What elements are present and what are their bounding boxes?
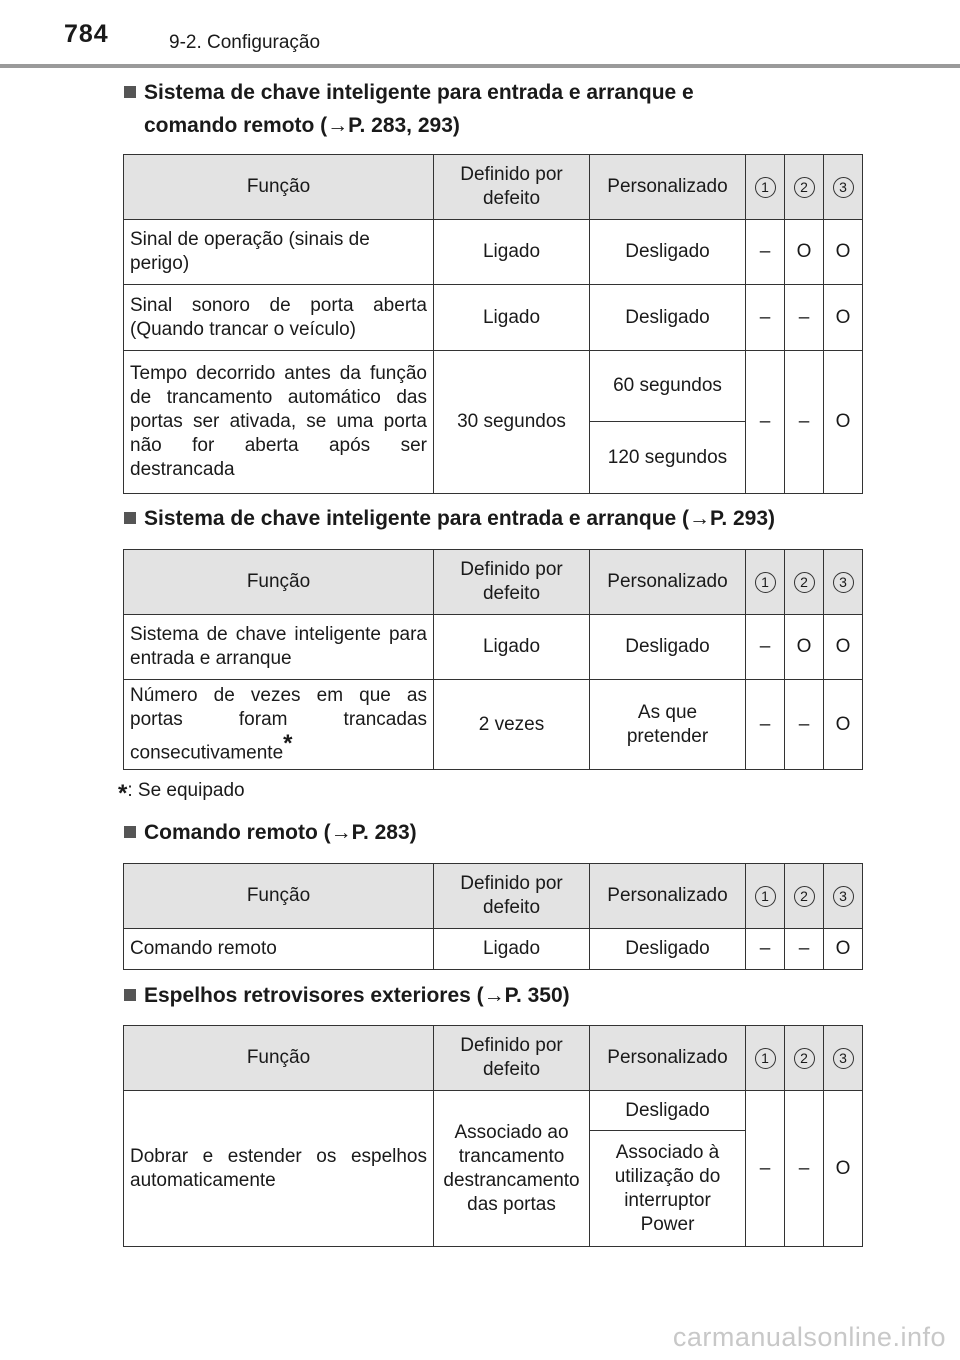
function-cell: Sinal de operação (sinais de perigo) xyxy=(124,220,434,285)
custom-cell: Desligado xyxy=(590,929,746,970)
custom-cell: Associado à utilização do interruptor Power xyxy=(590,1131,746,1247)
header-default: Definido por defeito xyxy=(434,550,590,615)
header-col-2 xyxy=(785,1026,824,1091)
function-cell: Sistema de chave inteligente para entrada e arranque xyxy=(124,615,434,680)
col-1-cell: – xyxy=(746,929,785,970)
default-cell: Associado ao trancamento destrancamento das portas xyxy=(434,1091,590,1247)
page-header xyxy=(0,0,960,68)
function-cell: Tempo decorrido antes da função de trancamento automático das portas ser ativada, se uma porta não for aberta após ser destrancada xyxy=(124,351,434,494)
col-1-cell: – xyxy=(746,351,785,494)
col-3-cell: O xyxy=(824,680,863,770)
header-col-2 xyxy=(785,550,824,615)
header-col-1 xyxy=(746,864,785,929)
header-default: Definido por defeito xyxy=(434,1026,590,1091)
circled-3-icon: 3 xyxy=(833,572,854,593)
table-row xyxy=(124,929,863,970)
heading-text: Espelhos retrovisores exteriores (→P. 350) xyxy=(144,984,570,1007)
col-3-cell: O xyxy=(824,351,863,494)
col-1-cell: – xyxy=(746,1091,785,1247)
col-2-cell: – xyxy=(785,285,824,351)
header-function: Função xyxy=(124,550,434,615)
table-row xyxy=(124,615,863,680)
section-heading-smart-key xyxy=(124,502,862,535)
custom-cell: Desligado xyxy=(590,1091,746,1131)
header-col-3 xyxy=(824,864,863,929)
table-row xyxy=(124,680,863,770)
settings-table-mirrors xyxy=(123,1025,863,1247)
col-2-cell: – xyxy=(785,1091,824,1247)
col-1-cell: – xyxy=(746,680,785,770)
custom-cell: Desligado xyxy=(590,285,746,351)
header-col-2 xyxy=(785,155,824,220)
custom-cell: 120 segundos xyxy=(590,422,746,494)
default-cell: 2 vezes xyxy=(434,680,590,770)
footnote xyxy=(118,780,245,808)
table-row xyxy=(124,351,863,422)
heading-line-2: comando remoto (→P. 283, 293) xyxy=(144,114,460,137)
function-cell xyxy=(124,680,434,770)
col-2-cell: O xyxy=(785,220,824,285)
header-col-2 xyxy=(785,864,824,929)
header-custom: Personalizado xyxy=(590,550,746,615)
col-2-cell: – xyxy=(785,929,824,970)
header-default: Definido por defeito xyxy=(434,864,590,929)
col-3-cell: O xyxy=(824,929,863,970)
settings-table-smart-key-remote xyxy=(123,154,863,494)
header-col-1 xyxy=(746,550,785,615)
heading-line-1: Sistema de chave inteligente para entrada e arranque e xyxy=(144,81,694,104)
col-3-cell: O xyxy=(824,220,863,285)
col-3-cell: O xyxy=(824,615,863,680)
table-header-row xyxy=(124,864,863,929)
header-col-3 xyxy=(824,550,863,615)
col-1-cell: – xyxy=(746,615,785,680)
function-cell: Comando remoto xyxy=(124,929,434,970)
circled-1-icon: 1 xyxy=(755,1048,776,1069)
circled-3-icon: 3 xyxy=(833,1048,854,1069)
square-bullet-icon xyxy=(124,86,136,98)
settings-table-remote xyxy=(123,863,863,970)
default-cell: Ligado xyxy=(434,220,590,285)
footnote-star: * xyxy=(118,780,128,807)
section-heading-remote xyxy=(124,816,862,849)
section-heading-mirrors xyxy=(124,979,862,1012)
custom-cell: Desligado xyxy=(590,615,746,680)
default-cell: 30 segundos xyxy=(434,351,590,494)
header-col-3 xyxy=(824,155,863,220)
circled-2-icon: 2 xyxy=(794,1048,815,1069)
header-function: Função xyxy=(124,1026,434,1091)
table-row xyxy=(124,220,863,285)
col-2-cell: – xyxy=(785,351,824,494)
circled-1-icon: 1 xyxy=(755,177,776,198)
table-row xyxy=(124,1091,863,1131)
header-col-1 xyxy=(746,1026,785,1091)
col-2-cell: O xyxy=(785,615,824,680)
circled-3-icon: 3 xyxy=(833,177,854,198)
col-1-cell: – xyxy=(746,220,785,285)
header-function: Função xyxy=(124,155,434,220)
footnote-star: * xyxy=(283,729,293,757)
circled-1-icon: 1 xyxy=(755,572,776,593)
header-function: Função xyxy=(124,864,434,929)
square-bullet-icon xyxy=(124,989,136,1001)
table-header-row xyxy=(124,1026,863,1091)
square-bullet-icon xyxy=(124,512,136,524)
section-title: 9-2. Configuração xyxy=(169,32,321,53)
custom-cell: As que pretender xyxy=(590,680,746,770)
circled-2-icon: 2 xyxy=(794,177,815,198)
square-bullet-icon xyxy=(124,826,136,838)
default-cell: Ligado xyxy=(434,285,590,351)
circled-2-icon: 2 xyxy=(794,572,815,593)
settings-table-smart-key xyxy=(123,549,863,770)
function-cell: Sinal sonoro de porta aberta (Quando trancar o veículo) xyxy=(124,285,434,351)
col-1-cell: – xyxy=(746,285,785,351)
circled-2-icon: 2 xyxy=(794,886,815,907)
col-3-cell: O xyxy=(824,285,863,351)
header-rule xyxy=(0,64,960,68)
circled-1-icon: 1 xyxy=(755,886,776,907)
table-header-row xyxy=(124,155,863,220)
heading-text: Sistema de chave inteligente para entrada e arranque (→P. 293) xyxy=(144,507,776,530)
table-header-row xyxy=(124,550,863,615)
table-row xyxy=(124,285,863,351)
header-custom: Personalizado xyxy=(590,864,746,929)
header-col-3 xyxy=(824,1026,863,1091)
function-cell: Dobrar e estender os espelhos automaticamente xyxy=(124,1091,434,1247)
header-default: Definido por defeito xyxy=(434,155,590,220)
header-col-1 xyxy=(746,155,785,220)
header-custom: Personalizado xyxy=(590,1026,746,1091)
default-cell: Ligado xyxy=(434,615,590,680)
custom-cell: 60 segundos xyxy=(590,351,746,422)
section-heading-smart-key-remote xyxy=(124,76,862,142)
header-custom: Personalizado xyxy=(590,155,746,220)
custom-cell: Desligado xyxy=(590,220,746,285)
circled-3-icon: 3 xyxy=(833,886,854,907)
footnote-text: : Se equipado xyxy=(127,780,245,801)
page-number: 784 xyxy=(64,20,109,48)
col-3-cell: O xyxy=(824,1091,863,1247)
heading-text: Comando remoto (→P. 283) xyxy=(144,821,417,844)
watermark: carmanualsonline.info xyxy=(672,1322,946,1352)
col-2-cell: – xyxy=(785,680,824,770)
function-text: Número de vezes em que as portas foram trancadas consecutivamente xyxy=(130,684,427,764)
default-cell: Ligado xyxy=(434,929,590,970)
